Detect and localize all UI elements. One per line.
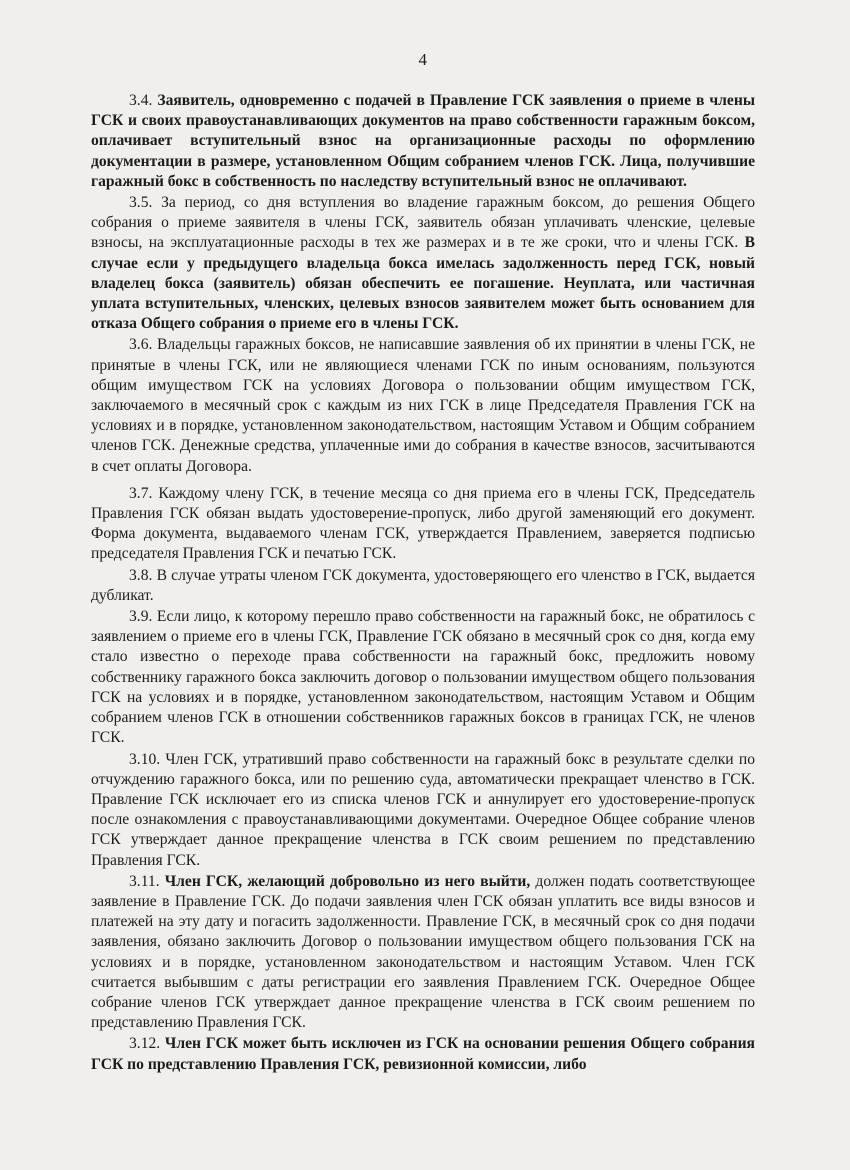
- section-paragraph: [91, 193, 755, 334]
- section-paragraph: [91, 484, 755, 565]
- section-number: 3.10.: [129, 750, 161, 768]
- section-number: 3.4.: [129, 92, 153, 109]
- paragraph-text: Член ГСК, утративший право собственности на гаражный бокс в результате сделки по отчуждению гаражного бокса, или по решению суда, автоматически прекращает членство в ГСК. Правление ГСК исключает его из списка членов ГСК и аннулирует его удостоверение-пропуск после ознакомления с правоустанавливающими документами. Очередное Общее собрание членов ГСК утверждает данное прекращение членства в ГСК своим решением по представлению Правления ГСК.: [91, 750, 755, 869]
- section-paragraph: [91, 872, 755, 1034]
- section-paragraph: [91, 750, 755, 871]
- section-number: 3.5.: [129, 194, 153, 212]
- section-paragraph: [91, 335, 755, 476]
- section-number: 3.11.: [129, 872, 160, 890]
- bold-text: Член ГСК может быть исключен из ГСК на основании решения Общего собрания ГСК по представлению Правления ГСК, ревизионной комиссии, либо: [91, 1035, 755, 1073]
- bold-text: В случае если у предыдущего владельца бокса имелась задолженность перед ГСК, новый владелец бокса (заявитель) обязан обеспечить ее погашение. Неуплата, или частичная уплата вступительных, членских, целевых взносов заявителем может быть основанием для отказа Общего собрания о приеме его в члены ГСК.: [91, 234, 755, 333]
- paragraph-text: Владельцы гаражных боксов, не написавшие заявления об их принятии в члены ГСК, не принятые в члены ГСК, или не являющиеся членами ГСК по иным основаниям, пользуются общим имуществом ГСК на условиях Договора о пользовании общим имуществом ГСК, заключаемого в месячный срок с каждым из них ГСК в лице Председателя Правления ГСК на условиях и в порядке, установленном законодательством, настоящим Уставом и Общим собранием членов ГСК. Денежные средства, уплаченные ими до собрания в качестве взносов, засчитываются в счет оплаты Договора.: [91, 336, 755, 475]
- section-paragraph: [91, 1034, 755, 1074]
- paragraph-text: В случае утраты членом ГСК документа, удостоверяющего его членство в ГСК, выдается дубликат.: [91, 566, 755, 604]
- section-paragraph: [91, 607, 755, 748]
- paragraph-text: должен подать соответствующее заявление в Правление ГСК. До подачи заявления член ГСК обязан уплатить все виды взносов и платежей на эту дату и погасить задолженности. Правление ГСК, в месячный срок со дня подачи заявления, обязано заключить Договор о пользовании имуществом общего пользования ГСК на условиях и в порядке, установленном законодательством и настоящим Уставом. Член ГСК считается выбывшим с даты регистрации его заявления Правлением ГСК. Очередное Общее собрание членов ГСК утверждает данное прекращение членства в ГСК своим решением по представлению Правления ГСК.: [91, 872, 755, 1032]
- paragraph-text: За период, со дня вступления во владение гаражным боксом, до решения Общего собрания о приеме заявителя в члены ГСК, заявитель обязан уплачивать членские, целевые взносы, на эксплуатационные расходы в тех же размерах и в те же сроки, что и члены ГСК.: [91, 194, 755, 252]
- paragraph-text: Каждому члену ГСК, в течение месяца со дня приема его в члены ГСК, Председатель Правления ГСК обязан выдать удостоверение-пропуск, либо другой заменяющий его документ. Форма документа, выдаваемого членам ГСК, утверждается Правлением, заверяется подписью председателя Правления ГСК и печатью ГСК.: [91, 484, 755, 563]
- section-number: 3.12.: [129, 1035, 161, 1053]
- bold-text: Член ГСК, желающий добровольно из него выйти,: [159, 872, 531, 890]
- bold-text: Заявитель, одновременно с подачей в Правление ГСК заявления о приеме в члены ГСК и своих правоустанавливающих документов на право собственности гаражным боксом, оплачивает вступительный взнос на организационные расходы по оформлению документации в размере, установленном Общим собранием членов ГСК. Лица, получившие гаражный бокс в собственность по наследству вступительный взнос не оплачивают.: [91, 92, 755, 190]
- section-number: 3.9.: [129, 608, 153, 626]
- section-paragraph: [91, 91, 755, 192]
- page-number: 4: [418, 50, 428, 69]
- document-body: [91, 91, 755, 1075]
- section-number: 3.8.: [129, 566, 153, 584]
- section-number: 3.6.: [129, 336, 153, 354]
- section-paragraph: [91, 566, 755, 606]
- paragraph-text: Если лицо, к которому перешло право собственности на гаражный бокс, не обратилось с заявлением о приеме его в члены ГСК, Правление ГСК обязано в месячный срок со дня, когда ему стало известно о переходе права собственности на гаражный бокс, предложить новому собственнику гаражного бокса заключить договор о пользовании имуществом общего пользования ГСК на условиях и в порядке, установленном законодательством, настоящим Уставом и Общим собранием членов ГСК в отношении собственников гаражных боксов в границах ГСК, не членов ГСК.: [91, 608, 755, 747]
- section-number: 3.7.: [129, 484, 153, 502]
